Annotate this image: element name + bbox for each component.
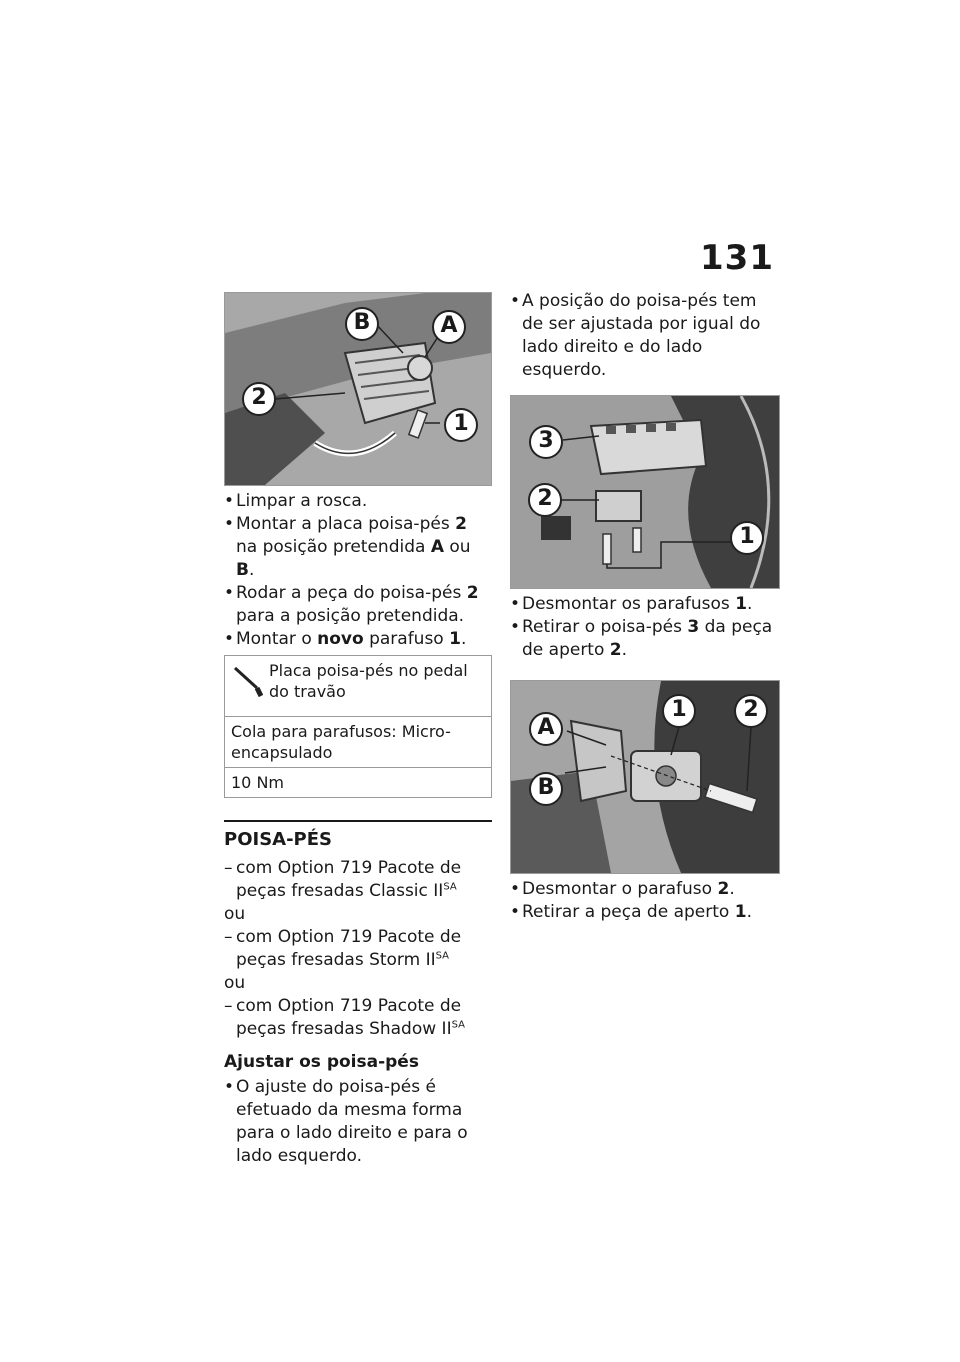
left-column (224, 292, 492, 1168)
or-word: ou (224, 973, 246, 993)
figure2-label-2: 2 (537, 486, 553, 511)
step-text: . (460, 629, 467, 649)
instruction-steps (224, 490, 492, 651)
step-remove-footrest (510, 616, 780, 662)
step-text: Montar a placa poisa-pés (236, 514, 456, 534)
option-text: com Option 719 Pacote de peças fresadas Storm II (236, 927, 462, 970)
page-number: 131 (700, 238, 774, 278)
step-text: da peça de aperto (522, 617, 773, 660)
figure3-label-a: A (537, 715, 555, 740)
step-text: Montar o (236, 629, 318, 649)
ref-number: 1 (449, 629, 461, 649)
option-storm (224, 926, 492, 972)
step-text: Desmontar os parafusos (522, 594, 736, 614)
ref-number: 2 (717, 879, 730, 899)
ref-number: 1 (734, 902, 747, 922)
option-text: com Option 719 Pacote de peças fresadas Classic II (236, 858, 462, 901)
note-text: A posição do poisa-pés tem de ser ajustada por igual do lado direito e do lado esquerdo. (522, 291, 761, 380)
ref-number: 3 (687, 617, 700, 637)
step-text: . (621, 640, 628, 660)
section-title: POISA-PÉS (224, 820, 492, 851)
torque-spec-table (224, 655, 492, 798)
option-sup: SA (443, 881, 457, 893)
adjust-note (224, 1076, 492, 1168)
step-remove-screws (510, 593, 780, 616)
figure3-label-b: B (537, 775, 555, 800)
instruction-steps-2 (510, 593, 780, 662)
options-list (224, 857, 492, 1041)
step-text: ou (444, 537, 471, 557)
option-text: com Option 719 Pacote de peças fresadas Shadow II (236, 996, 462, 1039)
step-text: parafuso (363, 629, 450, 649)
figure-label-a: A (440, 313, 458, 338)
right-column (510, 290, 780, 924)
ref-number: 1 (735, 594, 748, 614)
step-clean-thread (224, 490, 492, 513)
ref-letter: A (430, 537, 444, 557)
figure-label-2: 2 (251, 385, 267, 410)
figure2-label-1: 1 (739, 524, 755, 549)
note-text: O ajuste do poisa-pés é efetuado da mesma forma para o lado direito e para o lado esquerdo. (236, 1077, 468, 1166)
step-text: . (729, 879, 735, 899)
step-text: na posição pretendida (236, 537, 431, 557)
step-text: . (248, 560, 255, 580)
option-classic (224, 857, 492, 903)
step-text: para a posição pretendida. (236, 606, 465, 626)
step-remove-screw (510, 878, 780, 901)
figure3-label-1: 1 (671, 697, 687, 722)
intro-note (510, 290, 780, 382)
subsection-title: Ajustar os poisa-pés (224, 1052, 419, 1072)
or-word: ou (224, 904, 246, 924)
step-rotate-part (224, 582, 492, 628)
torque-spec-adhesive: Cola para parafusos: Micro-encapsulado (225, 716, 491, 767)
footrest-plate-photo (224, 292, 492, 486)
torque-spec-header (225, 656, 491, 716)
step-text: Limpar a rosca. (236, 491, 368, 511)
torque-spec-value: 10 Nm (225, 767, 491, 797)
step-mount-plate (224, 513, 492, 582)
step-text: . (746, 902, 752, 922)
ref-number: 2 (455, 514, 467, 534)
ref-letter: B (236, 560, 249, 580)
figure-label-b: B (353, 310, 371, 335)
wrench-icon (231, 664, 263, 698)
ref-number: 2 (466, 583, 479, 603)
figure-label-1: 1 (453, 411, 469, 436)
figure2-label-3: 3 (538, 428, 554, 453)
instruction-steps-3 (510, 878, 780, 924)
step-text: Retirar a peça de aperto (522, 902, 735, 922)
step-remove-clamp (510, 901, 780, 924)
step-mount-screw (224, 628, 492, 651)
footrest-removal-photo (510, 395, 780, 589)
step-text: . (747, 594, 753, 614)
torque-spec-title: Placa poisa-pés no pedal do travão (269, 661, 468, 701)
option-shadow (224, 995, 492, 1041)
step-text: Desmontar o parafuso (522, 879, 718, 899)
emphasis-new: novo (317, 629, 364, 649)
ref-number: 2 (609, 640, 622, 660)
step-text: Retirar o poisa-pés (522, 617, 688, 637)
option-sup: SA (451, 1019, 465, 1031)
clamp-removal-photo (510, 680, 780, 874)
step-text: Rodar a peça do poisa-pés (236, 583, 467, 603)
option-sup: SA (435, 950, 449, 962)
figure3-label-2: 2 (743, 697, 759, 722)
